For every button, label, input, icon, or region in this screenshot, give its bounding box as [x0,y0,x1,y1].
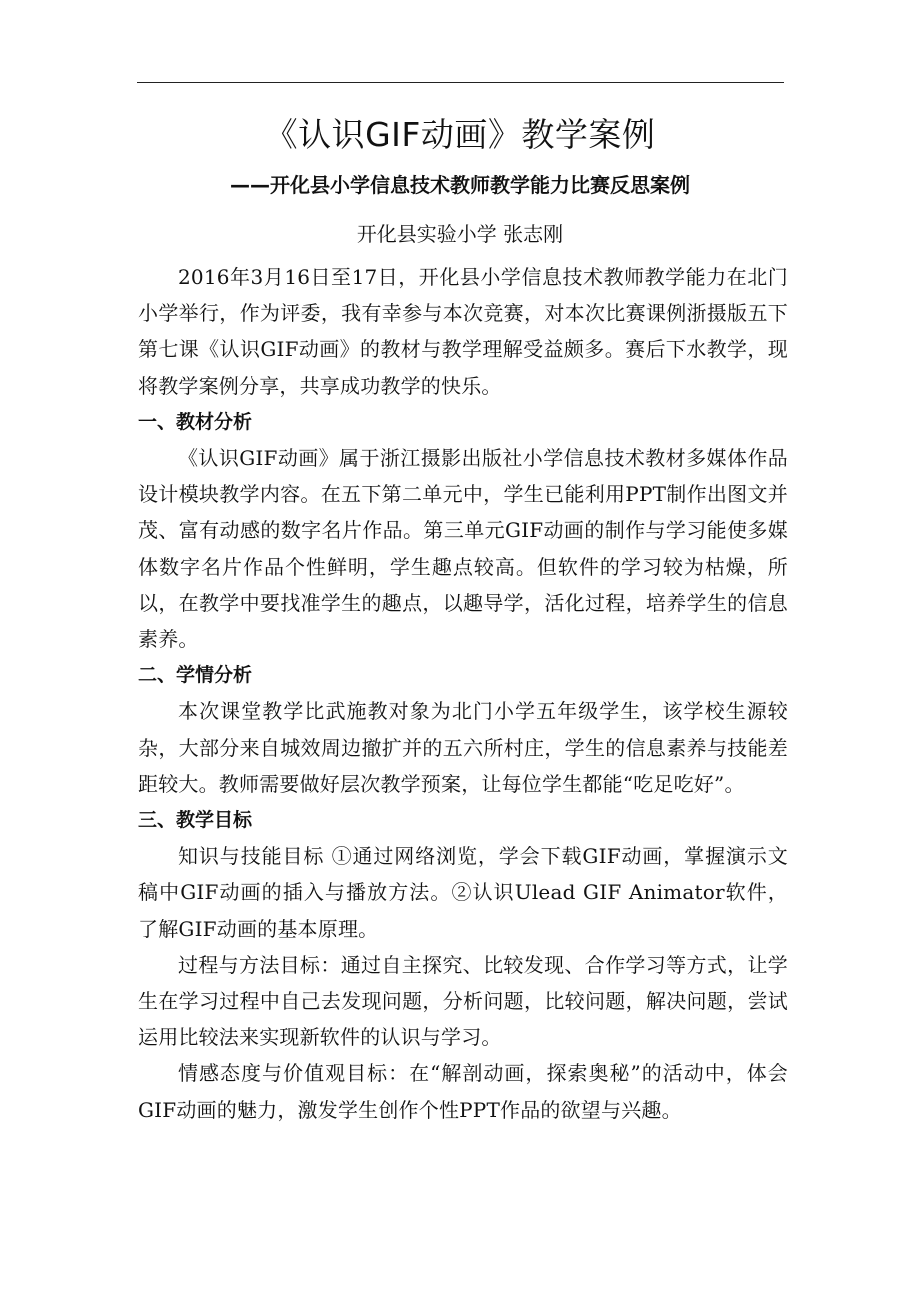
section-heading: 一、教材分析 [138,410,253,433]
section-paragraph: 《认识GIF动画》属于浙江摄影出版社小学信息技术教材多媒体作品设计模块教学内容。在五下第二单元中，学生已能利用PPT制作出图文并茂、富有动感的数字名片作品。第三单元GIF动画的制作与学习能使多媒体数字名片作品个性鲜明，学生趣点较高。但软件的学习较为枯燥，所以，在教学中要找准学生的趣点，以趣导学，活化过程，培养学生的信息素养。 [138,446,788,652]
section-paragraph: 情感态度与价值观目标：在“解剖动画，探索奥秘”的活动中，体会GIF动画的魅力，激发学生创作个性PPT作品的欲望与兴趣。 [138,1061,788,1122]
section-paragraph: 知识与技能目标 ①通过网络浏览，学会下载GIF动画，掌握演示文稿中GIF动画的插入与播放方法。②认识Ulead GIF Animator软件，了解GIF动画的基本原理。 [138,844,788,941]
section-paragraph: 过程与方法目标：通过自主探究、比较发现、合作学习等方式，让学生在学习过程中自己去发现问题，分析问题，比较问题，解决问题，尝试运用比较法来实现新软件的认识与学习。 [138,952,788,1050]
header-rule [137,82,784,83]
document-subtitle: ——开化县小学信息技术教师教学能力比赛反思案例 [230,173,690,197]
document-body [138,259,788,1128]
document-title: 《认识GIF动画》教学案例 [264,115,656,154]
section-paragraph: 本次课堂教学比武施教对象为北门小学五年级学生，该学校生源较杂，大部分来自城效周边撤扩并的五六所村庄，学生的信息素养与技能差距较大。教师需要做好层次教学预案，让每位学生都能“吃足吃好”。 [138,699,788,796]
section-teaching-goals [138,802,788,1128]
section-heading: 三、教学目标 [138,809,253,832]
author-line: 开化县实验小学 张志刚 [356,222,564,246]
section-heading: 二、学情分析 [138,664,253,687]
section-textbook-analysis [138,404,788,657]
intro-paragraph: 2016年3月16日至17日，开化县小学信息技术教师教学能力在北门小学举行，作为评委，我有幸参与本次竞赛，对本次比赛课例浙摄版五下第七课《认识GIF动画》的教材与教学理解受益颇多。赛后下水教学，现将教学案例分享，共享成功教学的快乐。 [138,265,788,398]
section-student-analysis [138,657,788,802]
